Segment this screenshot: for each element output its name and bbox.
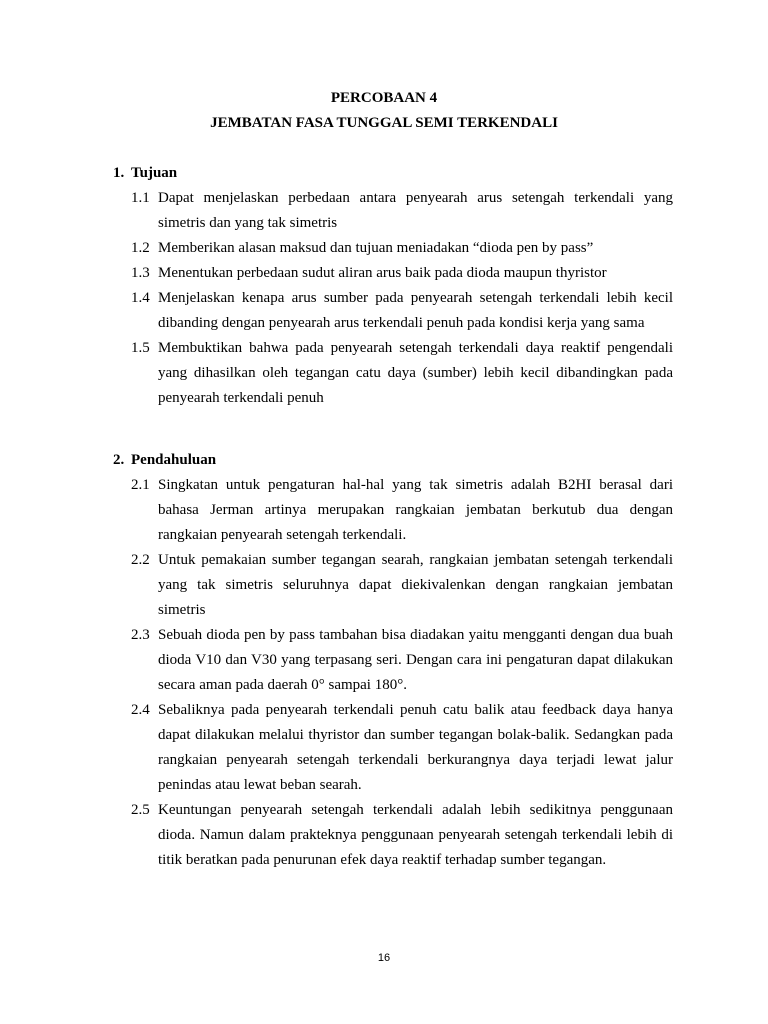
list-item [131, 186, 673, 236]
section-item-list [131, 473, 673, 873]
section-tujuan [113, 161, 673, 411]
item-text: Untuk pemakaian sumber tegangan searah, rangkaian jembatan setengah terkendali yang tak simetris seluruhnya dapat diekivalenkan dengan rangkaian jembatan simetris [158, 552, 673, 618]
item-number: 2.5 [131, 802, 150, 818]
item-number: 1.1 [131, 190, 150, 206]
item-number: 1.2 [131, 240, 150, 256]
item-number: 2.4 [131, 702, 150, 718]
list-item [131, 623, 673, 698]
document-title: PERCOBAAN 4 [330, 90, 438, 106]
item-number: 1.3 [131, 265, 150, 281]
item-text: Sebuah dioda pen by pass tambahan bisa diadakan yaitu mengganti dengan dua buah dioda V10 dan V30 yang terpasang seri. Dengan cara ini pengaturan dapat dilakukan secara aman pada daerah 0° sampai 180°. [158, 627, 673, 693]
section-item-list [131, 186, 673, 411]
list-item [131, 286, 673, 336]
section-heading [113, 161, 673, 186]
document-subtitle: JEMBATAN FASA TUNGGAL SEMI TERKENDALI [210, 115, 558, 131]
section-heading [113, 448, 673, 473]
item-number: 1.5 [131, 340, 150, 356]
item-number: 2.3 [131, 627, 150, 643]
list-item [131, 336, 673, 411]
item-text: Dapat menjelaskan perbedaan antara penyearah arus setengah terkendali yang simetris dan yang tak simetris [158, 190, 673, 231]
item-number: 2.1 [131, 477, 150, 493]
item-text: Sebaliknya pada penyearah terkendali penuh catu balik atau feedback daya hanya dapat dilakukan melalui thyristor dan sumber tegangan bolak-balik. Sedangkan pada rangkaian penyearah setengah terkendali berkurangnya daya terjadi lewat jalur penindas atau lewat beban searah. [158, 702, 673, 793]
item-text: Memberikan alasan maksud dan tujuan meniadakan “dioda pen by pass” [158, 240, 594, 256]
list-item [131, 548, 673, 623]
section-number: 2. [113, 452, 125, 468]
section-title: Tujuan [131, 165, 178, 181]
list-item [131, 236, 673, 261]
page-number: 16 [377, 952, 391, 964]
list-item [131, 798, 673, 873]
item-text: Menjelaskan kenapa arus sumber pada penyearah setengah terkendali lebih kecil dibanding dengan penyearah arus terkendali penuh pada kondisi kerja yang sama [158, 290, 673, 331]
item-text: Keuntungan penyearah setengah terkendali adalah lebih sedikitnya penggunaan dioda. Namun dalam prakteknya penggunaan penyearah setengah terkendali lebih di titik beratkan pada penurunan efek daya reaktif terhadap sumber tegangan. [158, 802, 673, 868]
section-pendahuluan [113, 448, 673, 873]
list-item [131, 261, 673, 286]
item-text: Singkatan untuk pengaturan hal-hal yang tak simetris adalah B2HI berasal dari bahasa Jerman artinya merupakan rangkaian jembatan berkutub dua dengan rangkaian penyearah setengah terkendali. [158, 477, 673, 543]
item-number: 2.2 [131, 552, 150, 568]
item-text: Membuktikan bahwa pada penyearah setengah terkendali daya reaktif pengendali yang dihasilkan oleh tegangan catu daya (sumber) lebih kecil dibandingkan pada penyearah terkendali penuh [158, 340, 673, 406]
section-number: 1. [113, 165, 125, 181]
section-title: Pendahuluan [131, 452, 217, 468]
item-number: 1.4 [131, 290, 150, 306]
list-item [131, 473, 673, 548]
list-item [131, 698, 673, 798]
item-text: Menentukan perbedaan sudut aliran arus baik pada dioda maupun thyristor [158, 265, 607, 281]
